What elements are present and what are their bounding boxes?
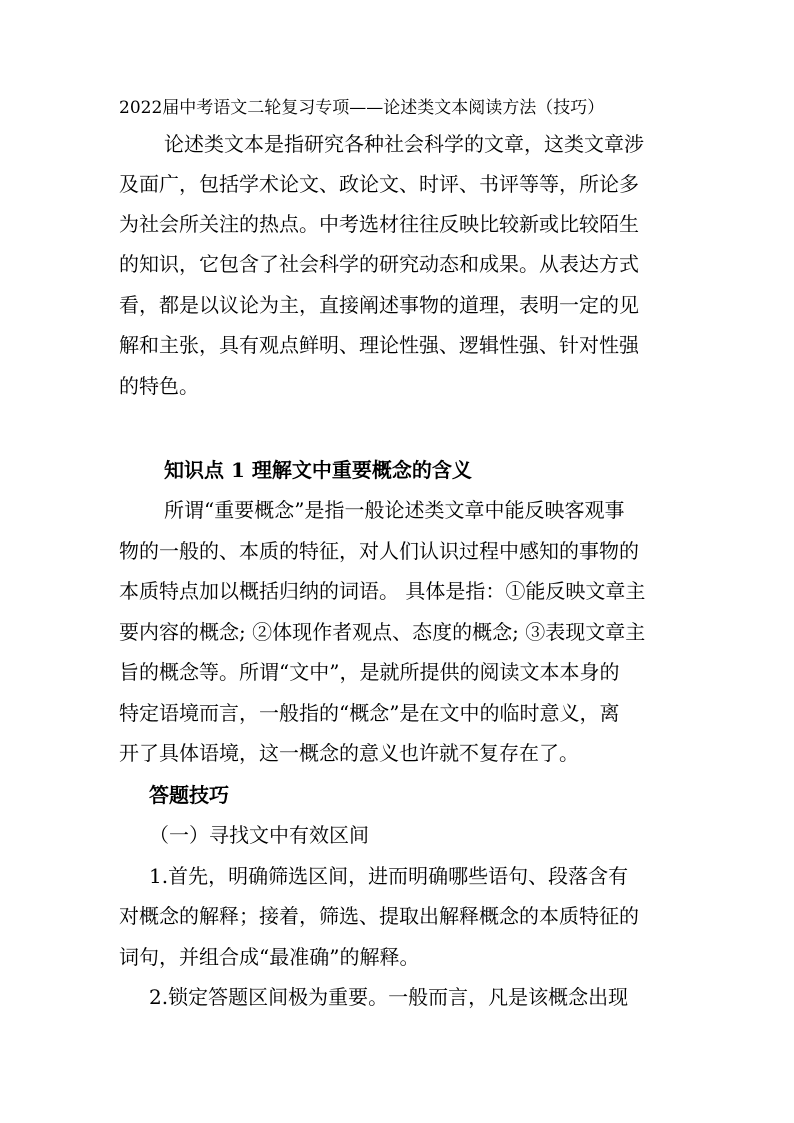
concept-line: 所谓“重要概念”是指一般论述类文章中能反映客观事 (164, 498, 625, 522)
knowledge-point-heading: 知识点 1 理解文中重要概念的含义 (164, 458, 472, 482)
concept-line: 物的一般的、本质的特征，对人们认识过程中感知的事物的 (119, 539, 639, 563)
intro-line: 及面广，包括学术论文、政论文、时评、书评等等，所论多 (119, 172, 639, 196)
concept-line: 特定语境而言，一般指的“概念”是在文中的临时意义，离 (119, 701, 620, 725)
intro-line: 解和主张，具有观点鲜明、理论性强、逻辑性强、针对性强 (119, 333, 639, 357)
intro-line: 的知识，它包含了社会科学的研究动态和成果。从表达方式 (119, 252, 639, 276)
tips-heading: 答题技巧 (149, 783, 229, 807)
concept-line: 要内容的概念; ②体现作者观点、态度的概念; ③表现文章主 (119, 620, 646, 644)
intro-line: 看，都是以议论为主，直接阐述事物的道理，表明一定的见 (119, 293, 639, 317)
intro-line: 为社会所关注的热点。中考选材往往反映比较新或比较陌生 (119, 212, 639, 236)
document-title: 2022届中考语文二轮复习专项——论述类文本阅读方法（技巧） (119, 98, 605, 118)
intro-line: 的特色。 (119, 374, 199, 398)
concept-line: 本质特点加以概括归纳的词语。 具体是指：①能反映文章主 (119, 579, 646, 603)
subsection-heading: （一）寻找文中有效区间 (149, 823, 369, 847)
intro-line: 论述类文本是指研究各种社会科学的文章，这类文章涉 (164, 132, 644, 156)
concept-line: 旨的概念等。所谓“文中”，是就所提供的阅读文本本身的 (119, 660, 620, 684)
tip-line: 词句，并组合成“最准确”的解释。 (119, 945, 420, 969)
tip-line: 对概念的解释；接着，筛选、提取出解释概念的本质特征的 (119, 904, 639, 928)
tip-line: 2.锁定答题区间极为重要。一般而言，凡是该概念出现 (149, 985, 629, 1009)
tip-line: 1.首先，明确筛选区间，进而明确哪些语句、段落含有 (149, 864, 629, 888)
concept-line: 开了具体语境，这一概念的意义也许就不复存在了。 (119, 741, 579, 765)
